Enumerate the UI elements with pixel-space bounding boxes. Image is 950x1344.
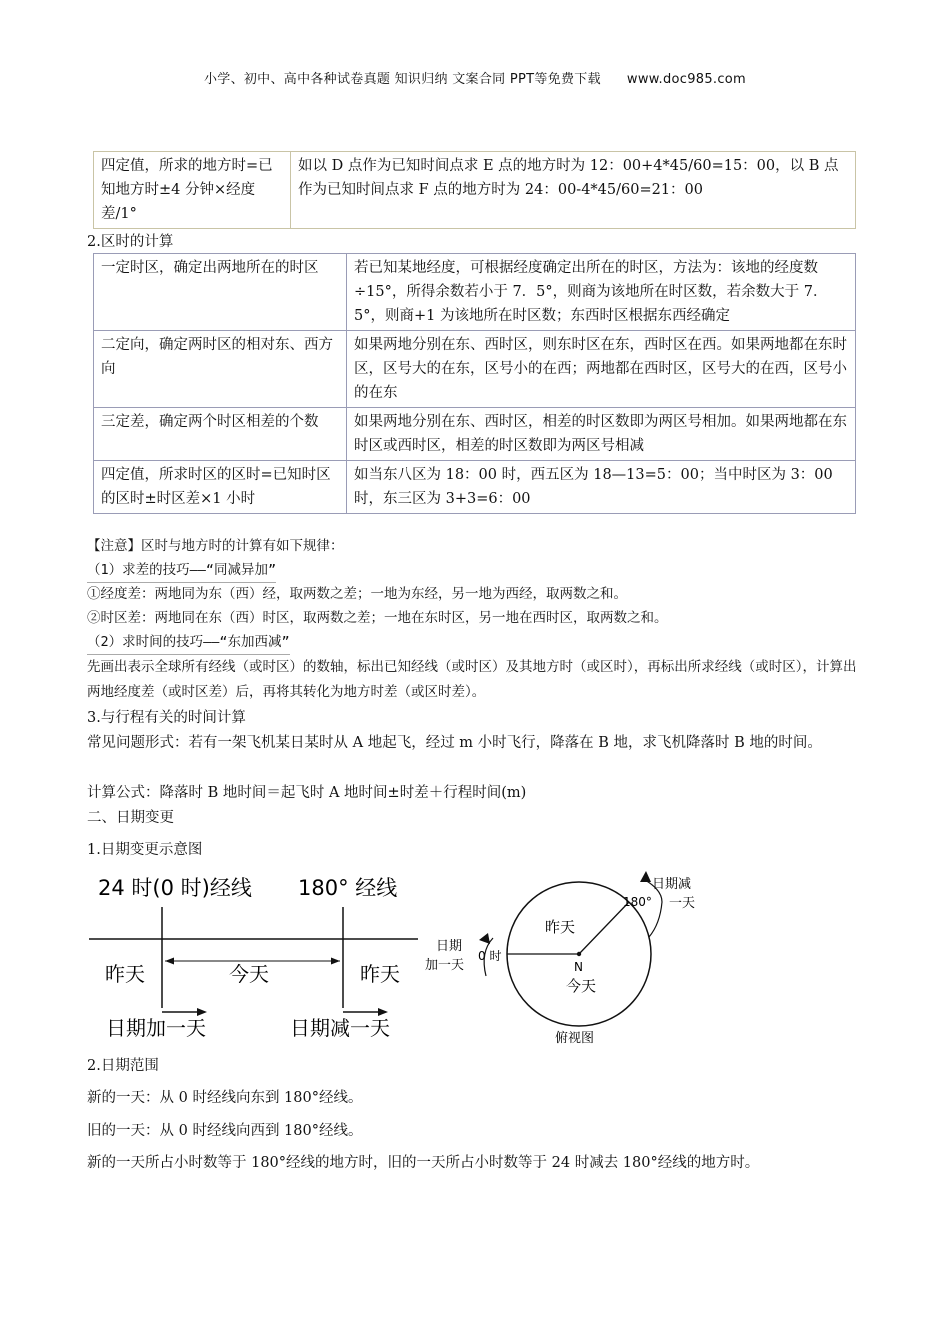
table-row xyxy=(94,461,856,514)
circle-label-add-1: 日期 xyxy=(436,939,463,954)
figure-caption: 俯视图 xyxy=(555,1031,595,1046)
header-text: 小学、初中、高中各种试卷真题 知识归纳 文案合同 PPT等免费下载 xyxy=(203,72,601,87)
label-yesterday-left: 昨天 xyxy=(105,962,145,986)
table-cell-left: 一定时区，确定出两地所在的时区 xyxy=(94,254,347,331)
note-item1-text: （1）求差的技巧——“同减异加” xyxy=(87,558,276,583)
table-row xyxy=(94,408,856,461)
note-item1 xyxy=(87,558,276,583)
circle-label-180: 180° xyxy=(623,895,652,909)
arrow-left-icon xyxy=(165,958,174,965)
north-pole-dot xyxy=(577,952,581,956)
table-row xyxy=(94,331,856,408)
range-title: 2.日期范围 xyxy=(87,1058,159,1074)
curve-arrow-icon xyxy=(479,933,490,944)
note-title: 【注意】区时与地方时的计算有如下规律： xyxy=(87,538,344,554)
table-cell-right: 如当东八区为 18：00 时，西五区为 18—13=5：00；当中时区为 3：00 时，东三区为 3+3=6：00 xyxy=(347,461,856,514)
label-180-meridian: 180° 经线 xyxy=(298,876,398,900)
section3-text: 常见问题形式：若有一架飞机某日某时从 A 地起飞，经过 m 小时飞行，降落在 B 地，求飞机降落时 B 地的时间。 xyxy=(87,735,822,751)
note-item1b: ②时区差：两地同在东（西）时区，取两数之差；一地在东时区，另一地在西时区，取两数之和。 xyxy=(87,610,668,626)
figure-title: 1.日期变更示意图 xyxy=(87,842,203,858)
range-old-day: 旧的一天：从 0 时经线向西到 180°经线。 xyxy=(87,1123,363,1139)
circle-label-add-2: 加一天 xyxy=(425,958,465,973)
circle-label-today: 今天 xyxy=(566,977,597,995)
table-cell-right: 如果两地分别在东、西时区，则东时区在东，西时区在西。如果两地都在东时区，区号大的在东，区号小的在西；两地都在西时区，区号大的在西，区号小的在东 xyxy=(347,331,856,408)
note-item2-text: （2）求时间的技巧——“东加西减” xyxy=(87,630,290,655)
arrow-right-icon xyxy=(331,958,340,965)
label-add-day: 日期加一天 xyxy=(106,1016,206,1040)
label-today: 今天 xyxy=(229,962,269,986)
local-time-table xyxy=(93,151,856,229)
table-cell-right: 如果两地分别在东、西时区，相差的时区数即为两区号相加。如果两地都在东时区或西时区，相差的时区数即为两区号相减 xyxy=(347,408,856,461)
circle-label-sub-2: 一天 xyxy=(669,896,696,911)
circle-label-0h: 0 时 xyxy=(478,949,502,963)
table-row xyxy=(94,254,856,331)
range-summary: 新的一天所占小时数等于 180°经线的地方时，旧的一天所占小时数等于 24 时减去 180°经线的地方时。 xyxy=(87,1155,760,1171)
table-cell-left: 四定值，所求的地方时=已知地方时±4 分钟×经度差/1° xyxy=(94,152,291,229)
section-title: 2.区时的计算 xyxy=(87,234,174,250)
label-sub-day: 日期减一天 xyxy=(290,1016,390,1040)
section3-title: 3.与行程有关的时间计算 xyxy=(87,710,246,726)
date-line-diagram xyxy=(0,860,950,1050)
circle-label-n: N xyxy=(574,960,583,974)
circle-label-yesterday: 昨天 xyxy=(545,918,576,936)
page-header xyxy=(0,68,950,87)
note-item1a: ①经度差：两地同为东（西）经，取两数之差；一地为东经，另一地为西经，取两数之和。 xyxy=(87,586,627,602)
table-cell-right: 如以 D 点作为已知时间点求 E 点的地方时为 12：00+4*45/60=15：00，以 B 点作为已知时间点求 F 点的地方时为 24：00-4*45/60=21：00 xyxy=(291,152,856,229)
table-row xyxy=(94,152,856,229)
zone-time-table xyxy=(93,253,856,514)
range-new-day: 新的一天：从 0 时经线向东到 180°经线。 xyxy=(87,1090,363,1106)
circle-label-sub-1: 日期减 xyxy=(652,877,692,892)
table-cell-left: 三定差，确定两个时区相差的个数 xyxy=(94,408,347,461)
label-24h-meridian: 24 时(0 时)经线 xyxy=(98,876,252,900)
note-item2-paragraph: 先画出表示全球所有经线（或时区）的数轴，标出已知经线（或时区）及其地方时（或区时），再标出所求经线（或时区），计算出两地经度差（或时区差）后，再将其转化为地方时差（或区时差）。 xyxy=(87,659,857,700)
table-cell-left: 四定值，所求时区的区时=已知时区的区时±时区差×1 小时 xyxy=(94,461,347,514)
part2-title: 二、日期变更 xyxy=(87,810,174,826)
sub-day-arrow-icon xyxy=(378,1008,388,1016)
header-url[interactable]: www.doc985.com xyxy=(626,72,747,87)
label-yesterday-right: 昨天 xyxy=(360,962,400,986)
table-cell-right: 若已知某地经度，可根据经度确定出所在的时区，方法为：该地的经度数÷15°，所得余数若小于 7．5°，则商为该地所在时区数，若余数大于 7．5°，则商+1 为该地所在时区数；东西时区根据东西经确定 xyxy=(347,254,856,331)
note-item2 xyxy=(87,630,290,655)
add-day-arrow-icon xyxy=(197,1008,207,1016)
meridian-180-radius xyxy=(579,902,629,954)
table-cell-left: 二定向，确定两时区的相对东、西方向 xyxy=(94,331,347,408)
section3-formula: 计算公式：降落时 B 地时间＝起飞时 A 地时间±时差＋行程时间(m) xyxy=(87,785,527,801)
